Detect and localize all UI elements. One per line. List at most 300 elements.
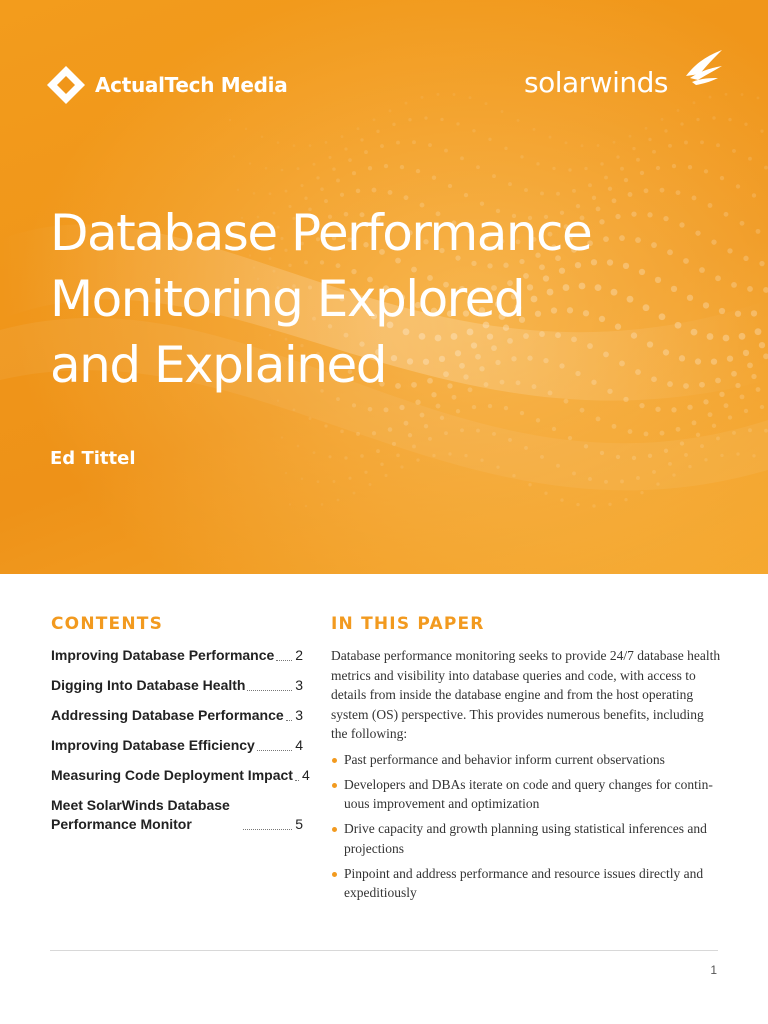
- background-dot: [756, 387, 761, 392]
- toc-entry-label: Measuring Code Deployment Impact: [51, 767, 293, 783]
- background-dot: [501, 110, 504, 113]
- background-dot: [476, 165, 480, 169]
- toc-entry-label: Improving Database Efficiency: [51, 737, 255, 753]
- background-dot: [644, 431, 649, 436]
- background-dot: [416, 458, 419, 461]
- toc-entry[interactable]: [51, 676, 303, 695]
- solarwinds-wordmark: solarwinds: [524, 66, 668, 99]
- background-dot: [751, 310, 757, 316]
- background-dot: [297, 167, 300, 170]
- background-dot: [277, 400, 279, 402]
- toc-entry[interactable]: [51, 646, 303, 665]
- background-dot: [249, 162, 252, 165]
- background-dot: [584, 444, 588, 448]
- list-item: [331, 819, 721, 858]
- background-dot: [644, 188, 649, 193]
- background-dot: [725, 93, 728, 96]
- background-dot: [549, 136, 552, 139]
- background-dot: [568, 436, 572, 440]
- background-dot: [564, 399, 569, 404]
- toc-leader-dots: [247, 690, 292, 691]
- background-dot: [469, 96, 472, 99]
- background-dot: [632, 147, 635, 150]
- toc-entry-page: 5: [295, 816, 303, 832]
- background-dot: [671, 407, 676, 412]
- background-dot: [328, 455, 331, 458]
- background-dot: [613, 141, 616, 144]
- background-dot: [321, 503, 324, 506]
- background-dot: [368, 407, 373, 412]
- background-dot: [340, 193, 344, 197]
- list-item-text: Past performance and behavior inform current observations: [344, 751, 665, 767]
- list-item-text: Drive capacity and growth planning using statistical inferences and projections: [344, 821, 707, 856]
- background-dot: [432, 176, 436, 180]
- background-dot: [420, 413, 425, 418]
- actualtech-media-wordmark: ActualTech Media: [95, 73, 288, 97]
- background-dot: [384, 164, 388, 168]
- background-dot: [456, 122, 459, 125]
- background-dot: [664, 449, 668, 453]
- background-dot: [755, 328, 762, 335]
- background-dot: [741, 93, 744, 96]
- solarwinds-bird-icon: [656, 48, 724, 96]
- background-dot: [340, 430, 344, 434]
- background-dot: [735, 311, 741, 317]
- background-dot: [289, 503, 291, 505]
- background-dot: [696, 118, 699, 121]
- background-dot: [245, 128, 247, 130]
- background-dot: [540, 455, 544, 459]
- background-dot: [364, 150, 368, 154]
- background-dot: [309, 144, 312, 147]
- background-dot: [404, 421, 409, 426]
- background-dot: [328, 156, 331, 159]
- background-dot: [664, 129, 667, 132]
- toc-entry-page: 4: [301, 767, 310, 783]
- background-dot: [308, 417, 311, 420]
- background-dot: [388, 190, 393, 195]
- background-dot: [592, 504, 595, 507]
- background-dot: [756, 229, 761, 234]
- background-dot: [233, 155, 235, 157]
- background-dot: [301, 477, 304, 480]
- background-dot: [440, 118, 443, 121]
- toc-entry-page: 3: [295, 677, 303, 693]
- background-dot: [436, 404, 441, 409]
- background-dot: [724, 403, 729, 408]
- background-dot: [320, 187, 324, 191]
- background-dot: [572, 471, 576, 475]
- toc-entry-label: Digging Into Database Health: [51, 677, 246, 693]
- background-dot: [384, 474, 387, 477]
- background-dot: [608, 187, 612, 191]
- background-dot: [740, 221, 745, 226]
- toc-entry-page: 4: [295, 737, 303, 753]
- background-dot: [504, 147, 507, 150]
- background-dot: [488, 404, 492, 408]
- background-dot: [368, 166, 372, 170]
- background-dot: [655, 407, 660, 412]
- background-dot: [352, 171, 356, 175]
- background-dot: [368, 483, 371, 486]
- background-dot: [492, 174, 496, 178]
- background-dot: [400, 465, 403, 468]
- background-dot: [760, 405, 764, 409]
- background-dot: [556, 192, 560, 196]
- background-dot: [588, 477, 592, 481]
- background-dot: [480, 458, 483, 461]
- background-dot: [356, 432, 360, 436]
- background-dot: [456, 409, 460, 413]
- background-dot: [399, 405, 404, 410]
- background-dot: [424, 424, 428, 428]
- toc-entry[interactable]: [51, 736, 303, 755]
- background-dot: [281, 436, 283, 438]
- background-dot: [384, 407, 389, 412]
- background-dot: [560, 498, 563, 501]
- background-dot: [392, 442, 396, 446]
- background-dot: [432, 454, 435, 457]
- background-dot: [616, 155, 619, 158]
- background-dot: [297, 445, 300, 448]
- background-dot: [517, 119, 520, 122]
- background-dot: [380, 144, 384, 148]
- background-dot: [353, 492, 356, 495]
- background-dot: [696, 433, 700, 437]
- background-dot: [656, 166, 660, 170]
- background-dot: [285, 472, 287, 474]
- background-dot: [628, 429, 633, 434]
- background-dot: [492, 432, 496, 436]
- background-dot: [428, 143, 432, 147]
- background-dot: [453, 93, 456, 96]
- background-dot: [708, 412, 713, 417]
- background-dot: [628, 192, 633, 197]
- background-dot: [600, 162, 603, 165]
- background-dot: [732, 149, 736, 153]
- background-dot: [372, 431, 376, 435]
- background-dot: [743, 256, 748, 261]
- background-dot: [333, 480, 336, 483]
- background-dot: [396, 454, 400, 458]
- background-dot: [324, 424, 327, 427]
- background-dot: [636, 476, 640, 480]
- background-dot: [668, 144, 672, 148]
- background-dot: [632, 456, 636, 460]
- background-dot: [448, 184, 452, 188]
- background-dot: [476, 429, 480, 433]
- background-dot: [736, 452, 739, 455]
- background-dot: [412, 445, 416, 449]
- background-dot: [388, 427, 393, 432]
- background-dot: [759, 261, 764, 266]
- background-dot: [428, 437, 432, 441]
- background-dot: [421, 96, 424, 99]
- background-dot: [743, 350, 749, 356]
- background-dot: [620, 167, 624, 171]
- background-dot: [608, 503, 611, 506]
- background-dot: [416, 169, 420, 173]
- bullet-dot-icon: [332, 872, 337, 877]
- document-title: [50, 200, 730, 398]
- background-dot: [348, 477, 351, 480]
- actualtech-diamond-icon: [45, 64, 87, 106]
- bullet-dot-icon: [332, 783, 337, 788]
- background-dot: [312, 163, 315, 166]
- background-dot: [269, 192, 272, 195]
- background-dot: [344, 147, 347, 150]
- list-item: [331, 864, 721, 903]
- toc-entry-label: Addressing Database Performance: [51, 707, 284, 723]
- background-dot: [596, 417, 601, 422]
- background-dot: [356, 189, 361, 194]
- bullet-dot-icon: [332, 827, 337, 832]
- background-dot: [700, 140, 704, 144]
- background-dot: [639, 403, 644, 408]
- background-dot: [472, 405, 476, 409]
- background-dot: [728, 415, 732, 419]
- background-dot: [520, 155, 523, 158]
- background-dot: [576, 503, 579, 506]
- toc-entry-label: Improving Database Performance: [51, 647, 275, 663]
- background-dot: [472, 129, 475, 132]
- background-dot: [572, 189, 576, 193]
- contents-heading: CONTENTS: [51, 614, 164, 634]
- background-dot: [680, 441, 684, 445]
- background-dot: [588, 183, 592, 187]
- background-dot: [293, 408, 296, 411]
- background-dot: [448, 452, 451, 455]
- background-dot: [460, 428, 464, 432]
- footer-divider: [50, 950, 718, 951]
- background-dot: [735, 383, 740, 388]
- background-dot: [265, 167, 268, 170]
- background-dot: [253, 192, 256, 195]
- background-dot: [464, 193, 468, 197]
- background-dot: [556, 464, 560, 468]
- background-dot: [372, 188, 377, 193]
- background-dot: [285, 190, 288, 193]
- background-dot: [692, 420, 697, 425]
- background-dot: [668, 462, 672, 466]
- background-dot: [720, 454, 723, 457]
- toc-leader-dots: [243, 829, 292, 830]
- background-dot: [444, 149, 448, 153]
- toc-entry[interactable]: [51, 796, 303, 834]
- background-dot: [396, 141, 400, 145]
- background-dot: [524, 188, 528, 192]
- background-dot: [581, 144, 584, 147]
- background-dot: [376, 130, 379, 133]
- background-dot: [636, 158, 640, 162]
- background-dot: [652, 150, 656, 154]
- background-dot: [747, 286, 753, 292]
- actualtech-media-logo: [45, 64, 287, 106]
- background-dot: [528, 483, 531, 486]
- background-dot: [520, 411, 524, 415]
- background-dot: [488, 138, 491, 141]
- background-dot: [752, 454, 755, 457]
- background-dot: [552, 167, 555, 170]
- background-dot: [700, 444, 704, 448]
- background-dot: [660, 431, 665, 436]
- background-dot: [731, 282, 737, 288]
- background-dot: [616, 455, 620, 459]
- background-dot: [760, 129, 763, 132]
- background-dot: [720, 176, 724, 180]
- background-dot: [764, 166, 768, 170]
- background-dot: [533, 128, 536, 131]
- toc-entry[interactable]: [51, 766, 310, 785]
- table-of-contents: [51, 646, 310, 845]
- list-item: [331, 775, 721, 814]
- background-dot: [688, 165, 692, 169]
- toc-entry[interactable]: [51, 706, 303, 725]
- page-number: 1: [710, 963, 717, 977]
- background-dot: [652, 470, 656, 474]
- background-dot: [624, 498, 627, 501]
- background-dot: [332, 167, 336, 171]
- background-dot: [680, 122, 683, 125]
- background-dot: [604, 480, 608, 484]
- background-dot: [357, 127, 360, 130]
- background-dot: [352, 403, 356, 407]
- background-dot: [496, 465, 499, 468]
- background-dot: [747, 362, 753, 368]
- background-dot: [389, 109, 392, 112]
- background-dot: [648, 454, 652, 458]
- background-dot: [412, 140, 416, 144]
- background-dot: [624, 178, 628, 182]
- background-dot: [544, 492, 547, 495]
- background-dot: [405, 102, 408, 105]
- background-dot: [508, 438, 512, 442]
- background-dot: [764, 429, 768, 433]
- background-dot: [728, 118, 731, 121]
- background-dot: [660, 188, 665, 193]
- background-dot: [380, 463, 384, 467]
- toc-entry-page: 3: [295, 707, 303, 723]
- background-dot: [672, 473, 675, 476]
- background-dot: [360, 138, 363, 141]
- list-item-text: Pinpoint and address performance and resource issues directly and expeditiously: [344, 865, 704, 900]
- toc-entry-page: 2: [295, 647, 303, 663]
- background-dot: [684, 453, 688, 457]
- background-dot: [373, 118, 376, 121]
- background-dot: [415, 400, 420, 405]
- background-dot: [640, 171, 644, 175]
- background-dot: [313, 451, 316, 454]
- background-dot: [661, 118, 664, 121]
- background-dot: [584, 167, 587, 170]
- background-dot: [748, 157, 752, 161]
- background-dot: [229, 119, 231, 121]
- background-dot: [688, 465, 691, 468]
- background-dot: [677, 109, 680, 112]
- background-dot: [740, 394, 745, 399]
- in-this-paper-heading: IN THIS PAPER: [331, 614, 485, 634]
- background-dot: [344, 456, 347, 459]
- background-dot: [464, 454, 467, 457]
- background-dot: [485, 102, 488, 105]
- background-dot: [739, 333, 746, 340]
- title-line: Database Performance: [50, 204, 592, 262]
- background-dot: [540, 192, 544, 196]
- background-dot: [604, 176, 608, 180]
- background-dot: [736, 184, 740, 188]
- background-dot: [687, 405, 692, 410]
- background-dot: [316, 176, 319, 179]
- background-dot: [376, 449, 380, 453]
- toc-entry-label: Meet SolarWinds Database Performance Monitor: [51, 797, 230, 832]
- background-dot: [325, 141, 328, 144]
- background-dot: [759, 342, 765, 348]
- list-item: [331, 750, 721, 770]
- background-dot: [580, 408, 585, 413]
- list-item-text: Developers and DBAs iterate on code and query changes for contin-uous improvement and optimization: [344, 776, 713, 811]
- toc-leader-dots: [295, 780, 299, 781]
- background-dot: [712, 116, 715, 119]
- title-line: and Explained: [50, 336, 386, 394]
- background-dot: [757, 96, 760, 99]
- background-dot: [676, 190, 681, 195]
- background-dot: [676, 427, 681, 432]
- background-dot: [437, 93, 440, 96]
- background-dot: [703, 399, 708, 404]
- background-dot: [261, 135, 264, 138]
- in-this-paper-body: [331, 646, 721, 908]
- background-dot: [424, 116, 427, 119]
- background-dot: [360, 454, 364, 458]
- background-dot: [444, 431, 448, 435]
- background-dot: [341, 135, 344, 138]
- background-dot: [536, 162, 539, 165]
- background-dot: [672, 164, 676, 168]
- author-name: Ed Tittel: [50, 448, 136, 469]
- background-dot: [460, 156, 464, 160]
- background-dot: [645, 127, 648, 130]
- background-dot: [337, 499, 340, 502]
- background-dot: [731, 371, 737, 377]
- background-dot: [536, 418, 540, 422]
- background-dot: [317, 480, 320, 483]
- background-dot: [300, 184, 303, 187]
- background-dot: [305, 505, 308, 508]
- background-dot: [751, 374, 756, 379]
- title-line: Monitoring Explored: [50, 270, 525, 328]
- toc-leader-dots: [276, 660, 292, 661]
- background-dot: [440, 416, 444, 420]
- background-dot: [716, 143, 720, 147]
- background-dot: [752, 193, 756, 197]
- intro-paragraph: Database performance monitoring seeks to provide 24/7 database health metrics and visibility into database queries and code, with access to details from inside the database engine and from the host operating system (OS) perspective. This provides numerous benefits, including the following:: [331, 648, 721, 741]
- background-dot: [704, 458, 707, 461]
- background-dot: [348, 158, 352, 162]
- background-dot: [597, 144, 600, 147]
- background-dot: [408, 433, 412, 437]
- toc-leader-dots: [257, 750, 292, 751]
- background-dot: [684, 141, 688, 145]
- background-dot: [508, 182, 512, 186]
- background-dot: [408, 118, 411, 121]
- background-dot: [744, 122, 747, 125]
- background-dot: [732, 431, 736, 435]
- bullet-dot-icon: [332, 758, 337, 763]
- benefits-list: [331, 750, 721, 903]
- background-dot: [277, 141, 280, 144]
- background-dot: [612, 424, 617, 429]
- background-dot: [281, 169, 284, 172]
